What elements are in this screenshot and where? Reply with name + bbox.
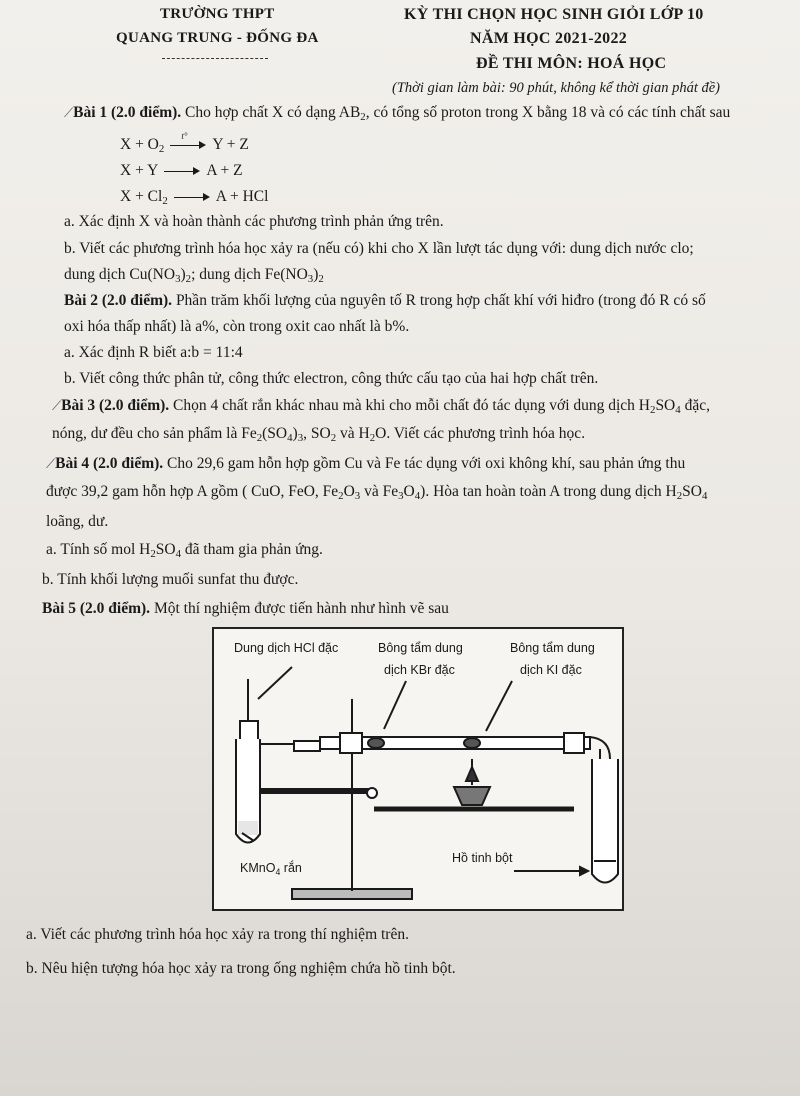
bai5-part-b: b. Nêu hiện tượng hóa học xảy ra trong ống nghiệm chứa hồ tinh bột. [26, 960, 456, 977]
bai4-title: Bài 4 (2.0 điểm). [55, 455, 164, 472]
bai4-part-b: b. Tính khối lượng muối sunfat thu được. [42, 571, 299, 588]
pen-mark-icon: ⟋ [46, 456, 56, 471]
label-kbr-line1: Bông tẩm dung [378, 641, 463, 655]
reaction-arrow-icon [174, 192, 210, 202]
pen-mark-icon: ⟋ [52, 398, 62, 413]
bai1-title: Bài 1 (2.0 điểm). [73, 104, 182, 121]
bai1-part-b-line1: b. Viết các phương trình hóa học xảy ra (nếu có) khi cho X lần lượt tác dụng với: dung dịch nước clo; [64, 240, 694, 257]
reaction-arrow-icon: t° [170, 140, 206, 150]
exam-subject: ĐỀ THI MÔN: HOÁ HỌC [476, 55, 667, 72]
bai5-part-a: a. Viết các phương trình hóa học xảy ra trong thí nghiệm trên. [26, 926, 409, 943]
experiment-figure [212, 627, 624, 911]
equation-2: X + Y A + Z [120, 162, 243, 179]
bai1-intro: ⟋Bài 1 (2.0 điểm). Cho hợp chất X có dạng $AB_2$, có tổng số proton trong X bằng 18 và có các tính chất sau [64, 104, 731, 123]
equation-1: $X + O_2$ t° Y + Z [120, 131, 249, 155]
bai1-part-a: a. Xác định X và hoàn thành các phương trình phản ứng trên. [64, 213, 444, 230]
school-name-line1: TRƯỜNG THPT [160, 6, 275, 22]
reaction-arrow-icon [164, 166, 200, 176]
bai4-part-a: a. Tính số mol $H_2SO_4$ đã tham gia phản ứng. [46, 541, 323, 560]
bai4-line3: loãng, dư. [46, 513, 109, 530]
label-kbr-line2: dịch KBr đặc [384, 663, 455, 677]
bai2-line2: oxi hóa thấp nhất) là a%, còn trong oxit cao nhất là b%. [64, 318, 410, 335]
label-hcl: Dung dịch HCl đặc [234, 641, 339, 655]
equation-3: $X + Cl_2$ A + HCl [120, 188, 269, 207]
label-kmno4: KMnO$_4$ rắn [240, 861, 302, 877]
bai2-part-a: a. Xác định R biết a:b = 11:4 [64, 344, 243, 361]
bai3-title: Bài 3 (2.0 điểm). [61, 397, 170, 414]
header-divider [162, 58, 268, 59]
bai3-line1: ⟋Bài 3 (2.0 điểm). Chọn 4 chất rắn khác nhau mà khi cho mỗi chất đó tác dụng với dung dịch $H_2SO_4$ đặc, [52, 397, 710, 416]
bai2-line1: Bài 2 (2.0 điểm). Phần trăm khối lượng của nguyên tố R trong hợp chất khí với hiđro (trong đó R có số [64, 292, 706, 309]
bai3-line2: nóng, dư đều cho sản phẩm là $Fe_2(SO_4)_3$, $SO_2$ và $H_2O$. Viết các phương trình hóa học. [52, 425, 586, 444]
school-name-line2: QUANG TRUNG - ĐỐNG ĐA [116, 30, 319, 46]
label-starch: Hồ tinh bột [452, 851, 513, 865]
bai5-title: Bài 5 (2.0 điểm). [42, 600, 151, 617]
bai1-part-b-line2: dung dịch $Cu(NO_3)_2$; dung dịch $Fe(NO_3)_2$ [64, 266, 324, 285]
label-ki-line2: dịch KI đặc [520, 663, 582, 677]
bai2-title: Bài 2 (2.0 điểm). [64, 292, 173, 309]
time-note: (Thời gian làm bài: 90 phút, không kể thời gian phát đề) [392, 80, 720, 96]
pen-mark-icon: ⟋ [64, 105, 74, 120]
bai2-part-b: b. Viết công thức phân tử, công thức electron, công thức cấu tạo của hai hợp chất trên. [64, 370, 599, 387]
bai5-intro: Bài 5 (2.0 điểm). Một thí nghiệm được tiến hành như hình vẽ sau [42, 600, 449, 617]
label-ki-line1: Bông tẩm dung [510, 641, 595, 655]
bai4-line2: được 39,2 gam hỗn hợp A gồm ( CuO, FeO, $Fe_2O_3$ và $Fe_3O_4$). Hòa tan hoàn toàn A trong dung dịch $H_2SO_4$ [46, 483, 708, 502]
bai4-line1: ⟋Bài 4 (2.0 điểm). Cho 29,6 gam hỗn hợp gồm Cu và Fe tác dụng với oxi không khí, sau phản ứng thu [46, 455, 686, 472]
exam-title: KỲ THI CHỌN HỌC SINH GIỎI LỚP 10 [404, 6, 704, 23]
school-year: NĂM HỌC 2021-2022 [470, 30, 628, 47]
